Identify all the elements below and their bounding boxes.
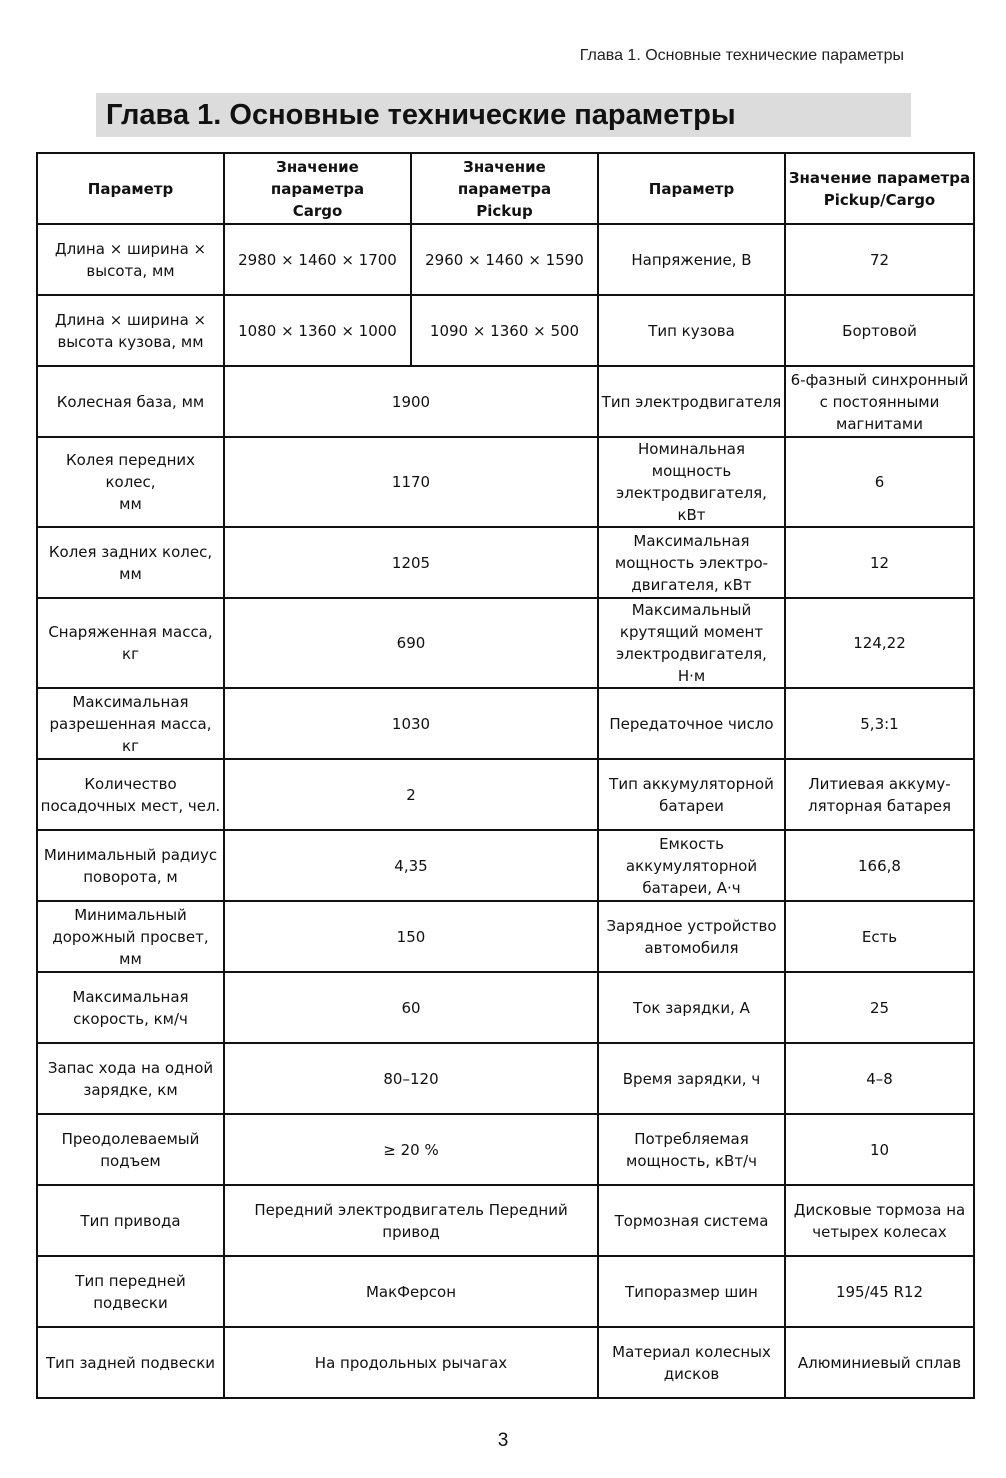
value2-cell: 10	[785, 1114, 974, 1185]
table-row	[37, 437, 974, 527]
param-cell: Тип привода	[37, 1185, 224, 1256]
value2-cell: Алюминиевый сплав	[785, 1327, 974, 1398]
param-cell: Максимальная разрешенная масса, кг	[37, 688, 224, 759]
value2-cell: 72	[785, 224, 974, 295]
value2-cell: 12	[785, 527, 974, 598]
param2-cell: Потребляемая мощность, кВт/ч	[598, 1114, 785, 1185]
param-cell: Преодолеваемый подъем	[37, 1114, 224, 1185]
param-cell: Колея задних колес, мм	[37, 527, 224, 598]
header-value-cargo: Значение параметра Cargo	[224, 153, 411, 224]
spec-table	[36, 152, 975, 1399]
table-row	[37, 598, 974, 688]
shared-value-cell: 2	[224, 759, 598, 830]
value2-cell: 6-фазный синхронный с постоянными магнитами	[785, 366, 974, 437]
param2-cell: Ток зарядки, А	[598, 972, 785, 1043]
table-row	[37, 972, 974, 1043]
header-parameter: Параметр	[37, 153, 224, 224]
value2-cell: Есть	[785, 901, 974, 972]
value2-cell: Дисковые тормоза на четырех колесах	[785, 1185, 974, 1256]
value2-cell: 5,3:1	[785, 688, 974, 759]
table-row	[37, 688, 974, 759]
param2-cell: Время зарядки, ч	[598, 1043, 785, 1114]
value2-cell: 166,8	[785, 830, 974, 901]
param2-cell: Зарядное устройство автомобиля	[598, 901, 785, 972]
cargo-value-cell: 2980 × 1460 × 1700	[224, 224, 411, 295]
param-cell: Колесная база, мм	[37, 366, 224, 437]
table-row	[37, 1185, 974, 1256]
header-value-pickup-cargo: Значение параметра Pickup/Cargo	[785, 153, 974, 224]
pickup-value-cell: 1090 × 1360 × 500	[411, 295, 598, 366]
shared-value-cell: Передний электродвигатель Передний привод	[224, 1185, 598, 1256]
page-number: 3	[497, 1430, 509, 1451]
param2-cell: Максимальная мощность электро- двигателя, кВт	[598, 527, 785, 598]
shared-value-cell: 1205	[224, 527, 598, 598]
table-row	[37, 295, 974, 366]
param-cell: Максимальная скорость, км/ч	[37, 972, 224, 1043]
shared-value-cell: 1900	[224, 366, 598, 437]
value2-cell: 195/45 R12	[785, 1256, 974, 1327]
table-row	[37, 224, 974, 295]
table-row	[37, 1256, 974, 1327]
param2-cell: Тип кузова	[598, 295, 785, 366]
shared-value-cell: МакФерсон	[224, 1256, 598, 1327]
value2-cell: 6	[785, 437, 974, 527]
param-cell: Тип передней подвески	[37, 1256, 224, 1327]
param2-cell: Тормозная система	[598, 1185, 785, 1256]
value2-cell: 4–8	[785, 1043, 974, 1114]
param-cell: Минимальный дорожный просвет, мм	[37, 901, 224, 972]
param-cell: Длина × ширина × высота, мм	[37, 224, 224, 295]
param2-cell: Типоразмер шин	[598, 1256, 785, 1327]
param-cell: Тип задней подвески	[37, 1327, 224, 1398]
header-parameter-2: Параметр	[598, 153, 785, 224]
shared-value-cell: 1170	[224, 437, 598, 527]
shared-value-cell: ≥ 20 %	[224, 1114, 598, 1185]
param-cell: Колея передних колес, мм	[37, 437, 224, 527]
shared-value-cell: 150	[224, 901, 598, 972]
param-cell: Длина × ширина × высота кузова, мм	[37, 295, 224, 366]
shared-value-cell: На продольных рычагах	[224, 1327, 598, 1398]
running-header: Глава 1. Основные технические параметры	[579, 47, 904, 64]
shared-value-cell: 60	[224, 972, 598, 1043]
param2-cell: Передаточное число	[598, 688, 785, 759]
value2-cell: Литиевая аккуму- ляторная батарея	[785, 759, 974, 830]
param-cell: Количество посадочных мест, чел.	[37, 759, 224, 830]
pickup-value-cell: 2960 × 1460 × 1590	[411, 224, 598, 295]
param2-cell: Емкость аккумуляторной батареи, А·ч	[598, 830, 785, 901]
table-row	[37, 830, 974, 901]
cargo-value-cell: 1080 × 1360 × 1000	[224, 295, 411, 366]
table-header-row	[37, 153, 974, 224]
shared-value-cell: 690	[224, 598, 598, 688]
param-cell: Снаряженная масса, кг	[37, 598, 224, 688]
param2-cell: Напряжение, В	[598, 224, 785, 295]
value2-cell: 124,22	[785, 598, 974, 688]
table-row	[37, 1043, 974, 1114]
table-row	[37, 366, 974, 437]
param2-cell: Тип электродвигателя	[598, 366, 785, 437]
header-value-pickup: Значение параметра Pickup	[411, 153, 598, 224]
table-row	[37, 527, 974, 598]
table-row	[37, 901, 974, 972]
value2-cell: 25	[785, 972, 974, 1043]
param-cell: Запас хода на одной зарядке, км	[37, 1043, 224, 1114]
table-row	[37, 1327, 974, 1398]
param-cell: Минимальный радиус поворота, м	[37, 830, 224, 901]
param2-cell: Максимальный крутящий момент электродвигателя, Н·м	[598, 598, 785, 688]
param2-cell: Номинальная мощность электродвигателя, кВт	[598, 437, 785, 527]
shared-value-cell: 4,35	[224, 830, 598, 901]
table-row	[37, 1114, 974, 1185]
param2-cell: Материал колесных дисков	[598, 1327, 785, 1398]
param2-cell: Тип аккумуляторной батареи	[598, 759, 785, 830]
chapter-title: Глава 1. Основные технические параметры	[96, 93, 911, 137]
table-row	[37, 759, 974, 830]
shared-value-cell: 1030	[224, 688, 598, 759]
value2-cell: Бортовой	[785, 295, 974, 366]
shared-value-cell: 80–120	[224, 1043, 598, 1114]
